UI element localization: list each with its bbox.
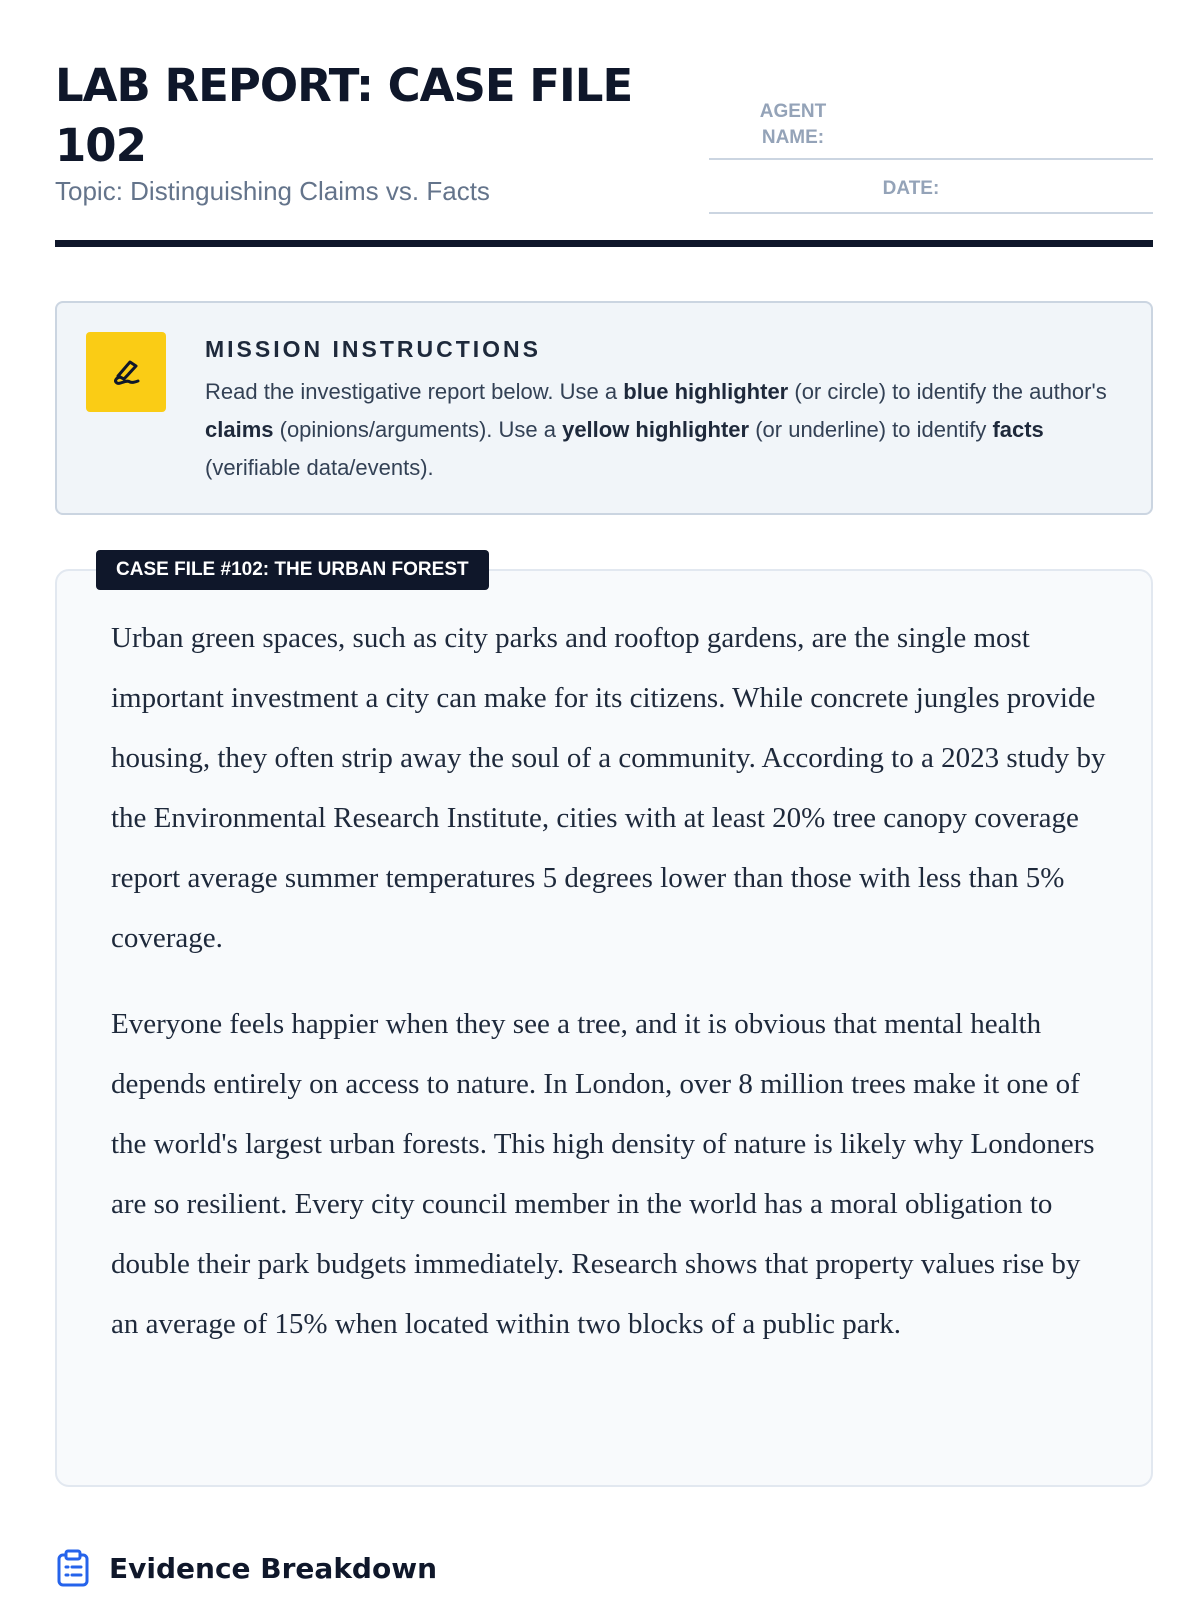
header-divider: [55, 240, 1153, 247]
agent-name-label: AGENT NAME:: [759, 101, 827, 148]
page-subtitle: Topic: Distinguishing Claims vs. Facts: [55, 176, 490, 206]
date-field[interactable]: [709, 172, 1153, 214]
mission-instructions-box: [55, 301, 1153, 515]
blue-highlighter-term: blue highlighter: [623, 379, 789, 404]
clipboard-list-icon: [55, 1549, 91, 1587]
case-file-card: [55, 569, 1153, 1487]
case-file-tab: CASE FILE #102: THE URBAN FOREST: [96, 550, 489, 590]
yellow-highlighter-term: yellow highlighter: [562, 417, 750, 442]
mission-text: Read the investigative report below. Use a blue highlighter (or circle) to identify the author's claims (opinions/arguments). Use a yellow highlighter (or underline) to identify facts (verifiable data/events).: [205, 379, 1107, 480]
worksheet-page: [55, 0, 1153, 1585]
facts-term: facts: [992, 417, 1044, 442]
agent-name-field[interactable]: [709, 96, 1153, 160]
report-header: [55, 0, 1153, 248]
evidence-breakdown-heading: [55, 1549, 437, 1587]
page-title: LAB REPORT: CASE FILE 102: [55, 59, 633, 172]
claims-term: claims: [205, 417, 274, 442]
evidence-title: Evidence Breakdown: [109, 1551, 438, 1585]
case-paragraph-1: Urban green spaces, such as city parks and rooftop gardens, are the single most important investment a city can make for its citizens. While concrete jungles provide housing, they often strip away the soul of a community. According to a 2023 study by the Environmental Research Institute, cities with at least 20% tree canopy coverage report average summer temperatures 5 degrees lower than those with less than 5% coverage.: [111, 622, 1106, 954]
pen-signature-icon: [86, 332, 166, 412]
mission-heading: MISSION INSTRUCTIONS: [205, 336, 542, 362]
date-label: DATE:: [882, 178, 940, 199]
case-paragraph-2: Everyone feels happier when they see a tree, and it is obvious that mental health depends entirely on access to nature. In London, over 8 million trees make it one of the world's largest urban forests. This high density of nature is likely why Londoners are so resilient. Every city council member in the world has a moral obligation to double their park budgets immediately. Research shows that property values rise by an average of 15% when located within two blocks of a public park.: [111, 1008, 1095, 1340]
case-file-body: [111, 608, 1111, 1380]
